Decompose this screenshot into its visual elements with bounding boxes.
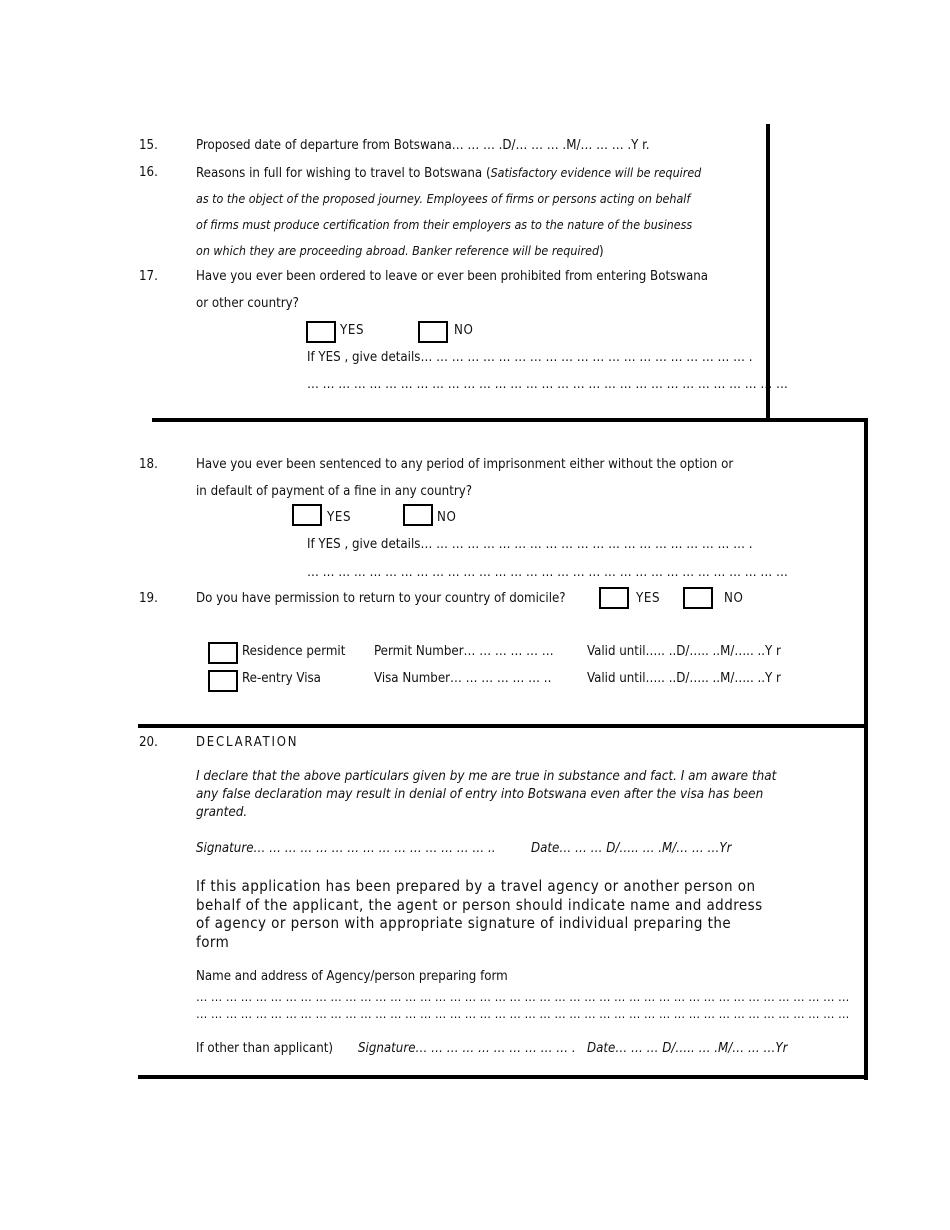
q19-yes-checkbox[interactable] — [599, 587, 629, 609]
q19-number: 19. — [139, 591, 158, 606]
q17-yes-checkbox[interactable] — [306, 321, 336, 343]
agency-note-2: behalf of the applicant, the agent or person should indicate name and address — [196, 896, 763, 914]
q16-note-3: of firms must produce certification from their employers as to the nature of the business — [196, 217, 693, 232]
q15-text: Proposed date of departure from Botswana… … … .D/… … … .M/… … … .Y r. — [196, 138, 650, 153]
residence-permit-checkbox[interactable] — [208, 642, 238, 664]
frame-line-horizontal-3 — [138, 1075, 868, 1079]
q16-note-4: on which they are proceeding abroad. Banker reference will be required — [196, 243, 600, 258]
frame-line-horizontal-1 — [152, 418, 868, 422]
q17-details-line-2[interactable]: … … … … … … … … … … … … … … … … … … … … … … … … … … … … … … … — [307, 377, 788, 392]
q19-no-checkbox[interactable] — [683, 587, 713, 609]
q18-no-label: NO — [437, 510, 457, 525]
agency-address-line-2[interactable]: … … … … … … … … … … … … … … … … … … … … … … … … … … … … … … … … … … … … … … … … … … … … — [196, 1006, 850, 1021]
q17-line-2: or other country? — [196, 296, 299, 311]
q18-no-checkbox[interactable] — [403, 504, 433, 526]
q17-line-1: Have you ever been ordered to leave or ever been prohibited from entering Botswana — [196, 269, 709, 284]
q17-number: 17. — [139, 269, 158, 284]
declaration-text-1: I declare that the above particulars given by me are true in substance and fact. I am aware that — [196, 769, 777, 784]
q18-line-2: in default of payment of a fine in any country? — [196, 484, 473, 499]
declaration-text-2: any false declaration may result in denial of entry into Botswana even after the visa has been — [196, 787, 764, 802]
q16-number: 16. — [139, 165, 158, 180]
q19-yes-label: YES — [636, 591, 661, 606]
visa-valid-until-field[interactable]: Valid until….. ..D/….. ..M/….. ..Y r — [587, 671, 781, 686]
q15-number: 15. — [139, 138, 158, 153]
q18-yes-checkbox[interactable] — [292, 504, 322, 526]
q19-no-label: NO — [724, 591, 744, 606]
reentry-visa-label: Re-entry Visa — [242, 671, 321, 686]
declaration-title: DECLARATION — [196, 735, 299, 750]
q16-text — [196, 165, 701, 182]
q16-note-1: Satisfactory evidence will be required — [490, 165, 702, 180]
frame-line-vertical-right — [864, 418, 868, 1080]
q16-note-4-line — [196, 243, 604, 260]
q17-yes-label: YES — [340, 323, 365, 338]
q18-line-1: Have you ever been sentenced to any period of imprisonment either without the option or — [196, 457, 734, 472]
agency-note-4: form — [196, 933, 230, 951]
permit-number-field[interactable]: Permit Number… … … … … … — [374, 644, 554, 659]
q17-details-line-1[interactable]: If YES , give details… … … … … … … … … … … … … … … … … … … … … . — [307, 350, 753, 365]
applicant-date-field[interactable]: Date… … … D/….. … .M/… … …Yr — [531, 841, 732, 856]
q16-note-2: as to the object of the proposed journey. Employees of firms or persons acting on behalf — [196, 191, 691, 206]
q17-no-checkbox[interactable] — [418, 321, 448, 343]
reentry-visa-checkbox[interactable] — [208, 670, 238, 692]
declaration-text-3: granted. — [196, 805, 248, 820]
residence-permit-label: Residence permit — [242, 644, 346, 659]
visa-number-field[interactable]: Visa Number… … … … … … .. — [374, 671, 552, 686]
q17-no-label: NO — [454, 323, 474, 338]
applicant-signature-field[interactable]: Signature… … … … … … … … … … … … … … … .. — [196, 841, 496, 856]
agency-address-line-1[interactable]: … … … … … … … … … … … … … … … … … … … … … … … … … … … … … … … … … … … … … … … … … … … … — [196, 989, 850, 1004]
agent-signature-field[interactable]: Signature… … … … … … … … … … . — [358, 1041, 576, 1056]
permit-valid-until-field[interactable]: Valid until….. ..D/….. ..M/….. ..Y r — [587, 644, 781, 659]
frame-line-vertical-top — [766, 124, 770, 420]
q16-lead: Reasons in full for wishing to travel to Botswana ( — [196, 166, 491, 181]
q18-yes-label: YES — [327, 510, 352, 525]
agent-date-field[interactable]: Date… … … D/….. … .M/… … …Yr — [587, 1041, 788, 1056]
q20-number: 20. — [139, 735, 158, 750]
other-applicant-label: If other than applicant) — [196, 1041, 334, 1056]
agency-note-1: If this application has been prepared by a travel agency or another person on — [196, 877, 756, 895]
frame-line-horizontal-2 — [138, 724, 868, 728]
q18-details-line-2[interactable]: … … … … … … … … … … … … … … … … … … … … … … … … … … … … … … … — [307, 565, 788, 580]
q16-close: ) — [599, 244, 604, 259]
q19-text: Do you have permission to return to your country of domicile? — [196, 591, 566, 606]
agency-note-3: of agency or person with appropriate signature of individual preparing the — [196, 914, 732, 932]
q18-number: 18. — [139, 457, 158, 472]
agency-name-label: Name and address of Agency/person preparing form — [196, 969, 508, 984]
q18-details-line-1[interactable]: If YES , give details… … … … … … … … … … … … … … … … … … … … … . — [307, 537, 753, 552]
